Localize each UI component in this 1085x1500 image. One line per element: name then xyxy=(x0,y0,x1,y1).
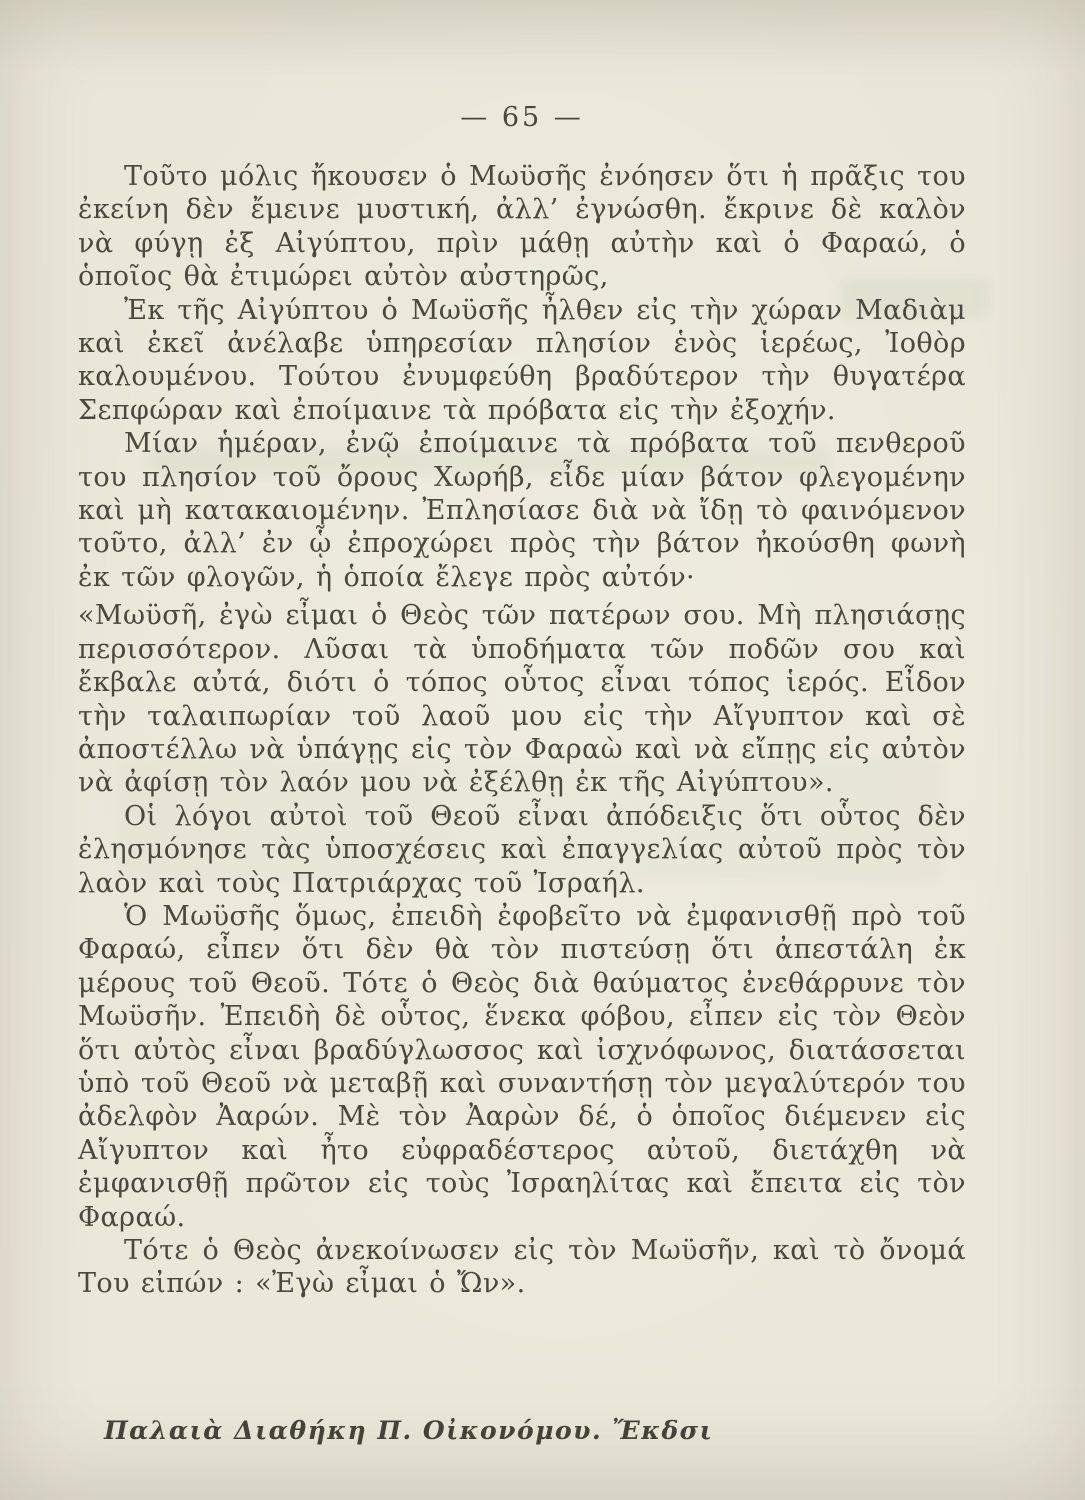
paragraph-moses-fear-aaron: Ὁ Μωϋσῆς ὅμως, ἐπειδὴ ἐφοβεῖτο νὰ ἐμφανισθῇ πρὸ τοῦ Φαραώ, εἶπεν ὅτι δὲν θὰ τὸν πιστεύσῃ ὅτι ἀπεστάλη ἐκ μέρους τοῦ Θεοῦ. Τότε ὁ Θεὸς διὰ θαύματος ἐνεθάρρυνε τὸν Μωϋσῆν. Ἐπειδὴ δὲ οὗτος, ἕνεκα φόβου, εἶπεν εἰς τὸν Θεὸν ὅτι αὐτὸς εἶναι βραδύγλωσσος καὶ ἰσχνόφωνος, διατάσσεται ὑπὸ τοῦ Θεοῦ νὰ μεταβῇ καὶ συναντήσῃ τὸν μεγαλύτερόν του ἀδελφὸν Ἀαρών. Μὲ τὸν Ἀαρὼν δέ, ὁ ὁποῖος διέμενεν εἰς Αἴγυπτον καὶ ἦτο εὐφραδέστερος αὐτοῦ, διετάχθη νὰ ἐμφανισθῇ πρῶτον εἰς τοὺς Ἰσραηλίτας καὶ ἔπειτα εἰς τὸν Φαραώ. xyxy=(78,900,966,1233)
paragraph-god-speech-quote: «Μωϋσῆ, ἐγὼ εἶμαι ὁ Θεὸς τῶν πατέρων σου. Μὴ πλησιάσῃς περισσότερον. Λῦσαι τὰ ὑποδήματα τῶν ποδῶν σου καὶ ἔκβαλε αὐτά, διότι ὁ τόπος οὗτος εἶναι τόπος ἱερός. Εἶδον τὴν ταλαιπωρίαν τοῦ λαοῦ μου εἰς τὴν Αἴγυπτον καὶ σὲ ἀποστέλλω νὰ ὑπάγῃς εἰς τὸν Φαραὼ καὶ νὰ εἴπῃς εἰς αὐτὸν νὰ ἀφίσῃ τὸν λαόν μου νὰ ἐξέλθῃ ἐκ τῆς Αἰγύπτου». xyxy=(78,600,966,799)
paragraph-gods-promise: Οἱ λόγοι αὐτοὶ τοῦ Θεοῦ εἶναι ἀπόδειξις ὅτι οὗτος δὲν ἐλησμόνησε τὰς ὑποσχέσεις καὶ ἐπαγγελίας αὐτοῦ πρὸς τὸν λαὸν καὶ τοὺς Πατριάρχας τοῦ Ἰσραήλ. xyxy=(78,800,966,899)
paragraph-midian-jethro: Ἐκ τῆς Αἰγύπτου ὁ Μωϋσῆς ἦλθεν εἰς τὴν χώραν Μαδιὰμ καὶ ἐκεῖ ἀνέλαβε ὑπηρεσίαν πλησίον ἑνὸς ἱερέως, Ἰοθὸρ καλουμένου. Τούτου ἐνυμφεύθη βραδύτερον τὴν θυγατέρα Σεπφώραν καὶ ἐποίμαινε τὰ πρόβατα εἰς τὴν ἐξοχήν. xyxy=(78,294,966,426)
paragraph-burning-bush: Μίαν ἡμέραν, ἐνῷ ἐποίμαινε τὰ πρόβατα τοῦ πενθεροῦ του πλησίον τοῦ ὄρους Χωρήβ, εἶδε μίαν βάτον φλεγομένην καὶ μὴ κατακαιομένην. Ἐπλησίασε διὰ νὰ ἴδῃ τὸ φαινόμενον τοῦτο, ἀλλ’ ἐν ᾧ ἐπροχώρει πρὸς τὴν βάτον ἠκούσθη φωνὴ ἐκ τῶν φλογῶν, ἡ ὁποία ἔλεγε πρὸς αὐτόν· xyxy=(78,428,966,593)
paragraph-god-reveals-name: Τότε ὁ Θεὸς ἀνεκοίνωσεν εἰς τὸν Μωϋσῆν, καὶ τὸ ὄνομά Του εἰπών : «Ἐγὼ εἶμαι ὁ Ὤν». xyxy=(78,1235,966,1300)
footer-imprint: Παλαιὰ Διαθήκη Π. Οἰκονόμου. Ἔκδσι xyxy=(104,1416,714,1445)
paragraph-moses-flees: Τοῦτο μόλις ἤκουσεν ὁ Μωϋσῆς ἐνόησεν ὅτι ἡ πρᾶξις του ἐκείνη δὲν ἔμεινε μυστική, ἀλλ’ ἐγνώσθη. ἔκρινε δὲ καλὸν νὰ φύγῃ ἐξ Αἰγύπτου, πρὶν μάθῃ αὐτὴν καὶ ὁ Φαραώ, ὁ ὁποῖος θὰ ἐτιμώρει αὐτὸν αὐστηρῶς, xyxy=(78,161,966,293)
page-body xyxy=(78,160,966,1301)
page-number: — 65 — xyxy=(460,102,584,133)
